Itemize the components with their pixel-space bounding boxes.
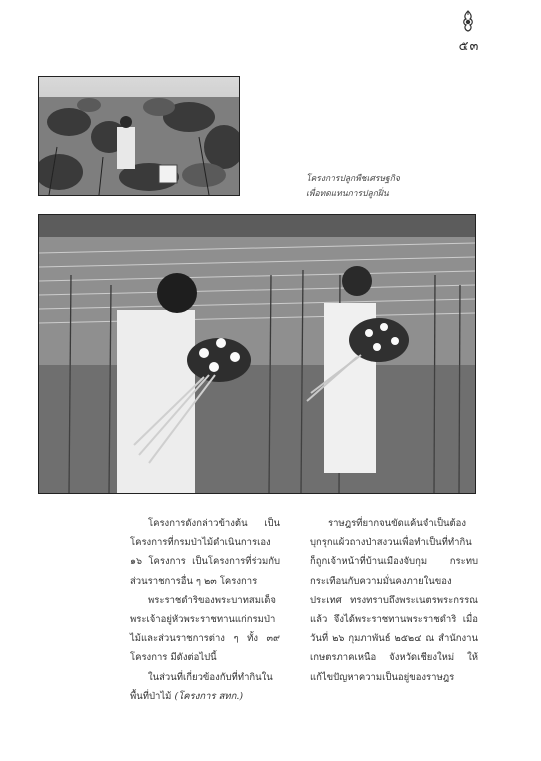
top-photo: [38, 76, 240, 196]
royal-emblem-icon: [460, 10, 476, 32]
main-photo: [38, 214, 476, 494]
right-paragraph-1: ราษฎรที่ยากจนขัดแค้นจำเป็นต้องบุกรุกแผ้วถางป่าสงวนเพื่อทำเป็นที่ทำกิน ก็ถูกเจ้าหน้าที่บ้านเมืองจับกุม กระทบกระเทือนกับความมั่นคงภายในของประเทศ ทรงทราบถึงพระเนตรพระกรรณแล้ว จึงได้พระราชทานพระราชดำริ เมื่อวันที่ ๒๖ กุมภาพันธ์ ๒๕๒๔ ณ สำนักงานเกษตรภาคเหนือ จังหวัดเชียงใหม่ ให้แก้ไขปัญหาความเป็นอยู่ของราษฎร: [310, 518, 478, 683]
caption-line-1: โครงการปลูกพืชเศรษฐกิจ: [306, 174, 400, 184]
page-number: ๕๓: [458, 39, 480, 54]
right-column: [310, 514, 478, 687]
left-paragraph-1: โครงการดังกล่าวข้างต้น เป็นโครงการที่กรมป่าไม้ดำเนินการเอง ๑๖ โครงการ เป็นโครงการที่ร่วมกับส่วนราชการอื่น ๆ ๒๓ โครงการ: [130, 518, 280, 587]
left-paragraph-2: พระราชดำริของพระบาทสมเด็จพระเจ้าอยู่หัวพระราชทานแก่กรมป่าไม้และส่วนราชการต่าง ๆ ทั้ง ๓๙ โครงการ มีดังต่อไปนี้: [130, 594, 280, 664]
left-paragraph-3-italic: (โครงการ สทก.): [174, 690, 244, 702]
left-paragraph-3: [130, 668, 280, 706]
photo-caption: [306, 172, 476, 202]
caption-line-2: เพื่อทดแทนการปลูกฝิ่น: [306, 189, 389, 199]
left-paragraph-3-text: ในส่วนที่เกี่ยวข้องกับที่ทำกินในพื้นที่ป่าไม้: [130, 671, 273, 702]
left-column: [130, 514, 280, 706]
